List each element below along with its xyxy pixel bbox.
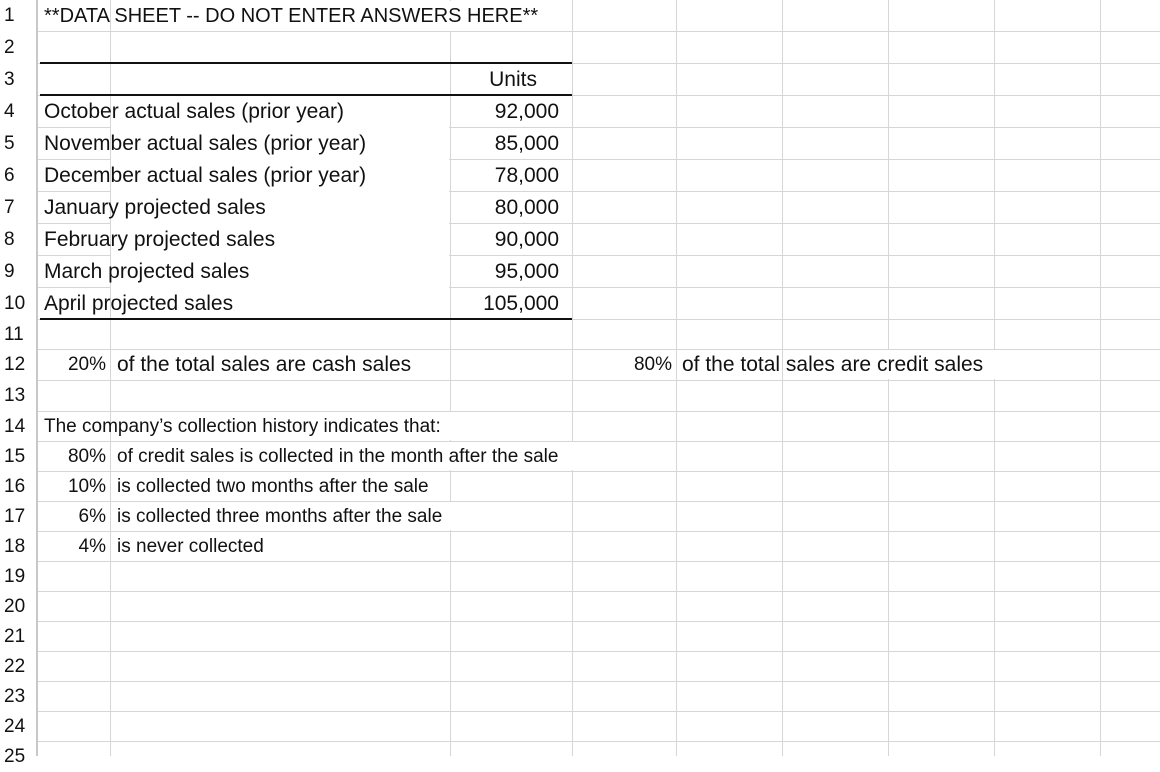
column-divider xyxy=(676,0,677,756)
collection-text[interactable]: is never collected xyxy=(117,536,264,557)
row-number[interactable]: 10 xyxy=(4,293,26,314)
sales-units[interactable]: 105,000 xyxy=(483,292,559,315)
column-divider xyxy=(572,0,573,756)
row-number[interactable]: 16 xyxy=(4,476,26,497)
sales-units[interactable]: 80,000 xyxy=(494,196,559,219)
collection-percent[interactable]: 4% xyxy=(78,536,106,557)
sales-label[interactable]: March projected sales xyxy=(44,260,250,283)
row-number[interactable]: 20 xyxy=(4,596,26,617)
sales-label[interactable]: January projected sales xyxy=(44,196,266,219)
column-divider xyxy=(1100,0,1101,756)
row-number[interactable]: 6 xyxy=(4,165,15,186)
row-number[interactable]: 25 xyxy=(4,746,26,767)
collection-text[interactable]: is collected two months after the sale xyxy=(117,476,429,497)
row-divider xyxy=(38,31,1160,32)
sheet-title[interactable]: **DATA SHEET -- DO NOT ENTER ANSWERS HERE** xyxy=(44,5,539,27)
row-number[interactable]: 13 xyxy=(4,385,26,406)
row-number[interactable]: 18 xyxy=(4,536,26,557)
sales-label[interactable]: November actual sales (prior year) xyxy=(44,132,367,155)
sales-units[interactable]: 90,000 xyxy=(494,228,559,251)
collection-percent[interactable]: 6% xyxy=(78,506,106,527)
row-number[interactable]: 23 xyxy=(4,686,26,707)
row-divider xyxy=(38,651,1160,652)
sales-label[interactable]: April projected sales xyxy=(44,292,234,315)
row-divider xyxy=(38,741,1160,742)
credit-text[interactable]: of the total sales are credit sales xyxy=(682,353,984,376)
units-header[interactable]: Units xyxy=(489,68,537,91)
row-divider xyxy=(38,380,1160,381)
row-number[interactable]: 5 xyxy=(4,133,15,154)
row-number[interactable]: 22 xyxy=(4,656,26,677)
row-number[interactable]: 3 xyxy=(4,69,15,90)
collection-percent[interactable]: 80% xyxy=(67,446,106,467)
row-number[interactable]: 14 xyxy=(4,416,26,437)
collection-text[interactable]: is collected three months after the sale xyxy=(117,506,443,527)
row-number[interactable]: 1 xyxy=(4,5,15,26)
cash-percent[interactable]: 20% xyxy=(67,354,106,375)
row-number[interactable]: 21 xyxy=(4,626,26,647)
row-divider xyxy=(38,591,1160,592)
cash-text[interactable]: of the total sales are cash sales xyxy=(117,353,412,376)
row-divider xyxy=(38,711,1160,712)
row-number[interactable]: 2 xyxy=(4,37,15,58)
row-number[interactable]: 11 xyxy=(4,324,24,345)
row-number[interactable]: 19 xyxy=(4,566,26,587)
sales-units[interactable]: 78,000 xyxy=(494,164,559,187)
row-number[interactable]: 9 xyxy=(4,261,15,282)
row-number[interactable]: 15 xyxy=(4,446,26,467)
sales-units[interactable]: 85,000 xyxy=(494,132,559,155)
sales-units[interactable]: 95,000 xyxy=(494,260,559,283)
row-number[interactable]: 7 xyxy=(4,197,15,218)
table-top-border xyxy=(40,62,572,64)
row-divider xyxy=(38,621,1160,622)
collection-intro[interactable]: The company’s collection history indicates that: xyxy=(44,416,441,437)
row-number[interactable]: 4 xyxy=(4,101,15,122)
sales-label[interactable]: February projected sales xyxy=(44,228,276,251)
row-number[interactable]: 17 xyxy=(4,506,26,527)
row-divider xyxy=(38,681,1160,682)
sales-label[interactable]: December actual sales (prior year) xyxy=(44,164,367,187)
credit-percent[interactable]: 80% xyxy=(633,354,672,375)
sales-label[interactable]: October actual sales (prior year) xyxy=(44,100,344,123)
row-number[interactable]: 8 xyxy=(4,229,15,250)
collection-text[interactable]: of credit sales is collected in the month after the sale xyxy=(117,446,559,467)
sales-units[interactable]: 92,000 xyxy=(494,100,559,123)
row-number[interactable]: 24 xyxy=(4,716,26,737)
collection-percent[interactable]: 10% xyxy=(67,476,106,497)
row-number[interactable]: 12 xyxy=(4,354,26,375)
